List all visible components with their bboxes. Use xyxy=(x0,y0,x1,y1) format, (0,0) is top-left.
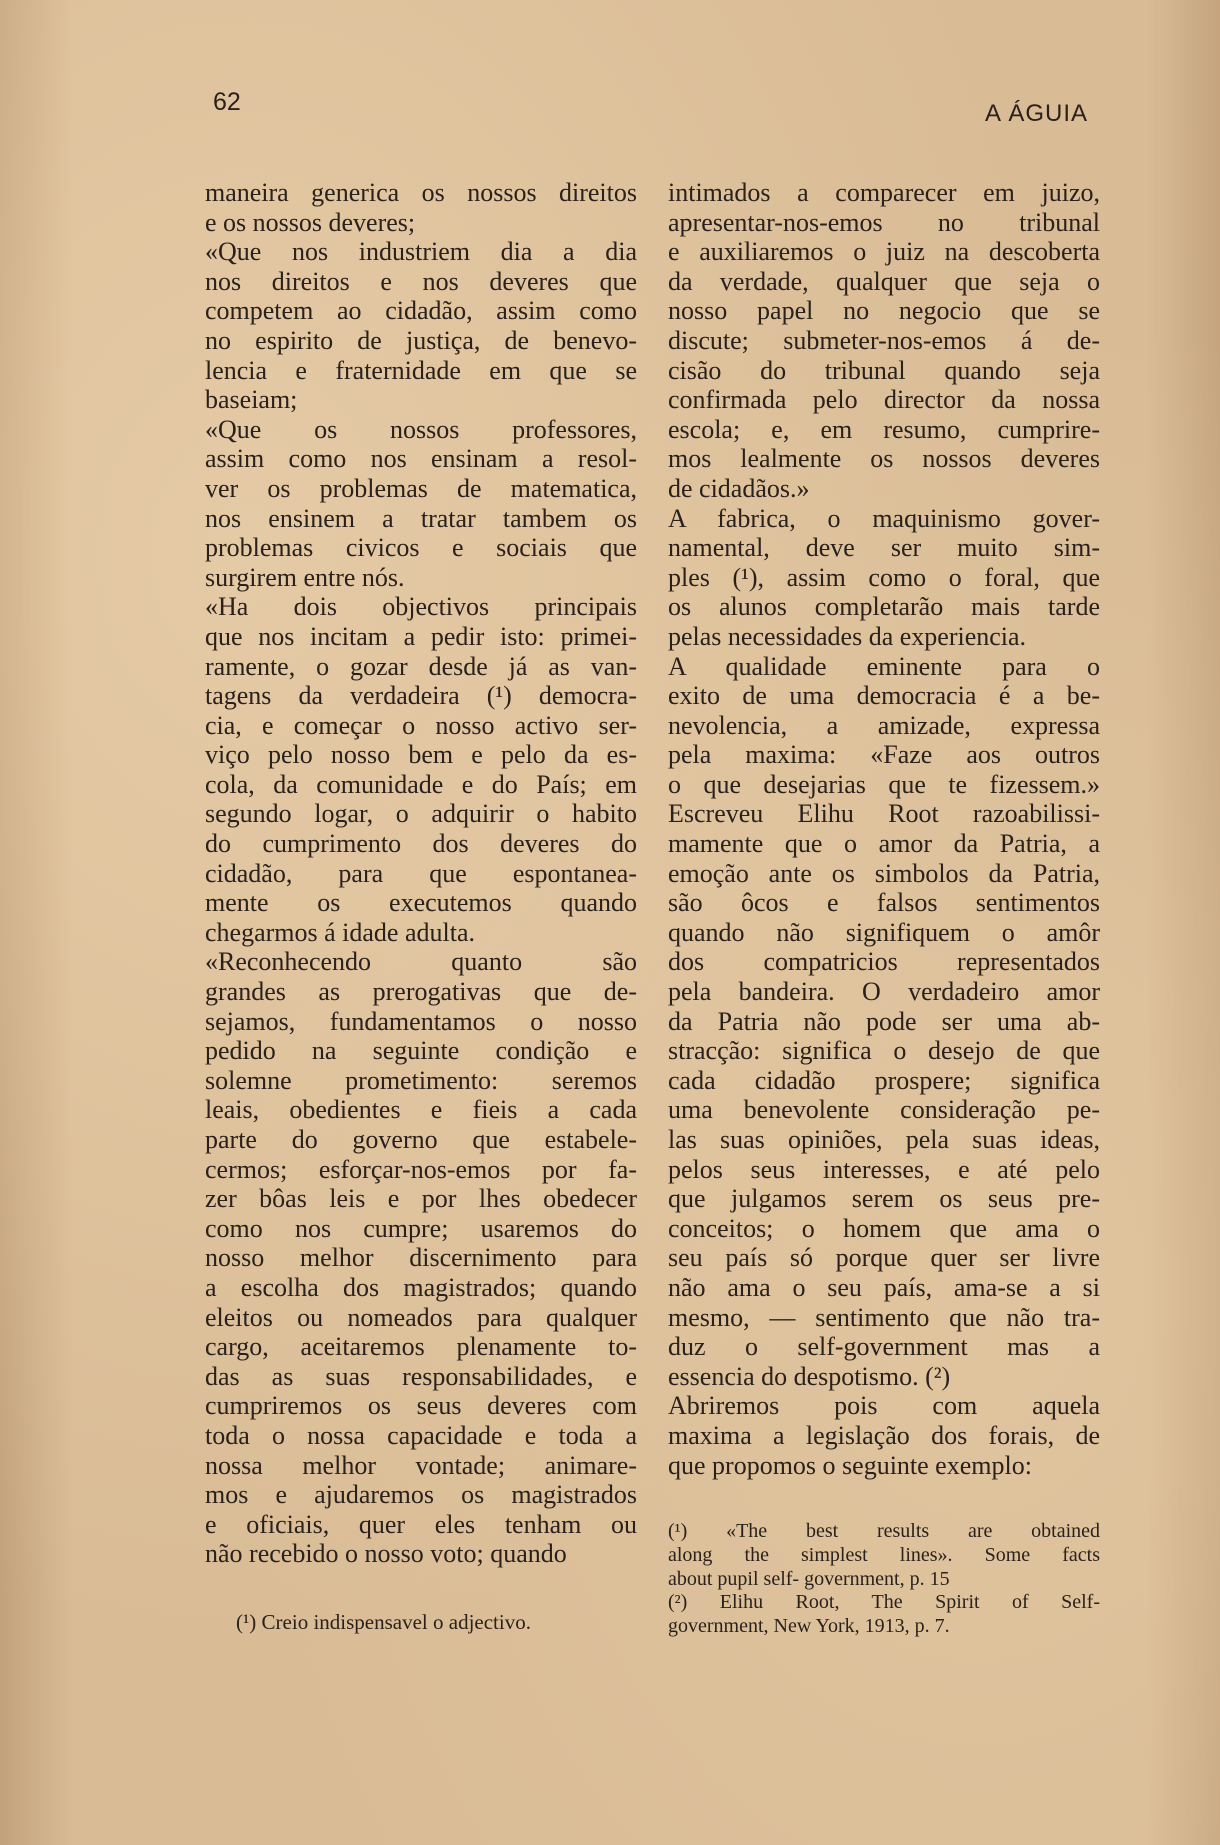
text-line: a escolha dos magistrados; quando xyxy=(205,1272,637,1302)
text-line: ver os problemas de matematica, xyxy=(205,473,637,503)
text-line: cumpriremos os seus deveres com xyxy=(205,1391,637,1421)
text-line: A fabrica, o maquinismo gover- xyxy=(668,503,1100,533)
text-line: nosso melhor discernimento para xyxy=(205,1243,637,1273)
text-line: quando não signifiquem o amôr xyxy=(668,917,1100,947)
text-line: toda o nossa capacidade e toda a xyxy=(205,1420,637,1450)
text-line: cisão do tribunal quando seja xyxy=(668,355,1100,385)
left-text-column xyxy=(205,178,637,1569)
text-line: e os nossos deveres; xyxy=(205,207,416,237)
text-line: essencia do despotismo. (²) xyxy=(668,1361,951,1391)
text-line: que nos incitam a pedir isto: primei- xyxy=(205,621,637,651)
text-line: baseiam; xyxy=(205,385,298,415)
text-line: cargo, aceitaremos plenamente to- xyxy=(205,1332,637,1362)
text-line: pelas necessidades da experiencia. xyxy=(668,621,1027,651)
text-line: stracção: significa o desejo de que xyxy=(668,1036,1100,1066)
text-line: seu país só porque quer ser livre xyxy=(668,1243,1100,1273)
text-line: nevolencia, a amizade, expressa xyxy=(668,710,1100,740)
text-line: do cumprimento dos deveres do xyxy=(205,829,637,859)
text-line: Abriremos pois com aquela xyxy=(668,1391,1100,1421)
right-text-column xyxy=(668,178,1100,1480)
text-line: (¹) «The best results are obtained xyxy=(668,1520,1100,1542)
text-line: pela bandeira. O verdadeiro amor xyxy=(668,977,1100,1007)
text-line: e auxiliaremos o juiz na descoberta xyxy=(668,237,1100,267)
text-line: sejamos, fundamentamos o nosso xyxy=(205,1006,637,1036)
text-line: maxima a legislação dos forais, de xyxy=(668,1420,1100,1450)
text-line: zer bôas leis e por lhes obedecer xyxy=(205,1184,637,1214)
text-line: escola; e, em resumo, cumprire- xyxy=(668,414,1100,444)
text-line: intimados a comparecer em juizo, xyxy=(668,178,1100,207)
text-line: grandes as prerogativas que de- xyxy=(205,977,637,1007)
text-line: mamente que o amor da Patria, a xyxy=(668,829,1100,859)
text-line: de cidadãos.» xyxy=(668,473,810,503)
text-line: o que desejarias que te fizessem.» xyxy=(668,769,1100,799)
text-line: parte do governo que estabele- xyxy=(205,1125,637,1154)
text-line: assim como nos ensinam a resol- xyxy=(205,444,637,474)
text-line: about pupil self- government, p. 15 xyxy=(668,1567,950,1590)
text-line: (²) Elihu Root, The Spirit of Self- xyxy=(668,1591,1100,1614)
text-line: tagens da verdadeira (¹) democra- xyxy=(205,681,637,711)
text-line: cada cidadão prospere; significa xyxy=(668,1065,1100,1095)
text-line: problemas civicos e sociais que xyxy=(205,533,637,563)
text-line: leais, obedientes e fieis a cada xyxy=(205,1095,637,1125)
text-line: surgirem entre nós. xyxy=(205,562,405,592)
text-line: cidadão, para que espontanea- xyxy=(205,858,637,888)
text-line: «Ha dois objectivos principais xyxy=(205,592,637,622)
text-line: ramente, o gozar desde já as van- xyxy=(205,651,637,681)
text-line: duz o self-government mas a xyxy=(668,1332,1100,1362)
text-line: Escreveu Elihu Root razoabilissi- xyxy=(668,799,1100,829)
running-head: A ÁGUIA xyxy=(985,100,1089,127)
text-line: dos compatricios representados xyxy=(668,947,1100,977)
text-line: segundo logar, o adquirir o habito xyxy=(205,799,637,829)
text-line: como nos cumpre; usaremos do xyxy=(205,1213,637,1243)
text-line: mesmo, — sentimento que não tra- xyxy=(668,1302,1100,1332)
text-line: cola, da comunidade e do País; em xyxy=(205,769,637,799)
text-line: emoção ante os simbolos da Patria, xyxy=(668,858,1100,888)
left-footnote: (¹) Creio indispensavel o adjectivo. xyxy=(236,1610,531,1634)
text-line: viço pelo nosso bem e pelo da es- xyxy=(205,740,637,770)
text-line: maneira generica os nossos direitos xyxy=(205,178,637,207)
text-line: cermos; esforçar-nos-emos por fa- xyxy=(205,1154,637,1184)
text-line: da Patria não pode ser uma ab- xyxy=(668,1006,1100,1036)
text-line: não recebido o nosso voto; quando xyxy=(205,1539,567,1569)
text-line: pedido na seguinte condição e xyxy=(205,1036,637,1066)
text-line: pela maxima: «Faze aos outros xyxy=(668,740,1100,770)
text-line: nossa melhor vontade; animare- xyxy=(205,1450,637,1480)
text-line: exito de uma democracia é a be- xyxy=(668,681,1100,711)
text-line: que julgamos serem os seus pre- xyxy=(668,1184,1100,1214)
text-line: «Que nos industriem dia a dia xyxy=(205,237,637,267)
text-line: da verdade, qualquer que seja o xyxy=(668,266,1100,296)
page-number: 62 xyxy=(213,88,241,116)
text-line: nos direitos e nos deveres que xyxy=(205,266,637,296)
text-line: conceitos; o homem que ama o xyxy=(668,1213,1100,1243)
text-line: mos e ajudaremos os magistrados xyxy=(205,1480,637,1510)
text-line: las suas opiniões, pela suas ideas, xyxy=(668,1125,1100,1154)
text-line: nos ensinem a tratar tambem os xyxy=(205,503,637,533)
text-line: nosso papel no negocio que se xyxy=(668,296,1100,326)
text-line: namental, deve ser muito sim- xyxy=(668,533,1100,563)
text-line: e oficiais, quer eles tenham ou xyxy=(205,1509,637,1539)
text-line: das as suas responsabilidades, e xyxy=(205,1361,637,1391)
text-line: pelos seus interesses, e até pelo xyxy=(668,1154,1100,1184)
text-line: não ama o seu país, ama-se a si xyxy=(668,1272,1100,1302)
right-footnotes xyxy=(668,1520,1100,1639)
text-line: confirmada pelo director da nossa xyxy=(668,385,1100,415)
text-line: discute; submeter-nos-emos á de- xyxy=(668,325,1100,355)
text-line: cia, e começar o nosso activo ser- xyxy=(205,710,637,740)
text-line: «Que os nossos professores, xyxy=(205,414,637,444)
text-line: lencia e fraternidade em que se xyxy=(205,355,637,385)
text-line: uma benevolente consideração pe- xyxy=(668,1095,1100,1125)
text-line: são ôcos e falsos sentimentos xyxy=(668,888,1100,918)
text-line: solemne prometimento: seremos xyxy=(205,1065,637,1095)
text-line: A qualidade eminente para o xyxy=(668,651,1100,681)
text-line: government, New York, 1913, p. 7. xyxy=(668,1615,950,1638)
text-line: mente os executemos quando xyxy=(205,888,637,918)
text-line: mos lealmente os nossos deveres xyxy=(668,444,1100,474)
text-line: que propomos o seguinte exemplo: xyxy=(668,1450,1032,1480)
text-line: «Reconhecendo quanto são xyxy=(205,947,637,977)
text-line: competem ao cidadão, assim como xyxy=(205,296,637,326)
text-line: chegarmos á idade adulta. xyxy=(205,917,475,947)
text-line: eleitos ou nomeados para qualquer xyxy=(205,1302,637,1332)
text-line: os alunos completarão mais tarde xyxy=(668,592,1100,622)
text-line: along the simplest lines». Some facts xyxy=(668,1543,1100,1566)
text-line: no espirito de justiça, de benevo- xyxy=(205,325,637,355)
text-line: ples (¹), assim como o foral, que xyxy=(668,562,1100,592)
text-line: apresentar-nos-emos no tribunal xyxy=(668,207,1100,237)
